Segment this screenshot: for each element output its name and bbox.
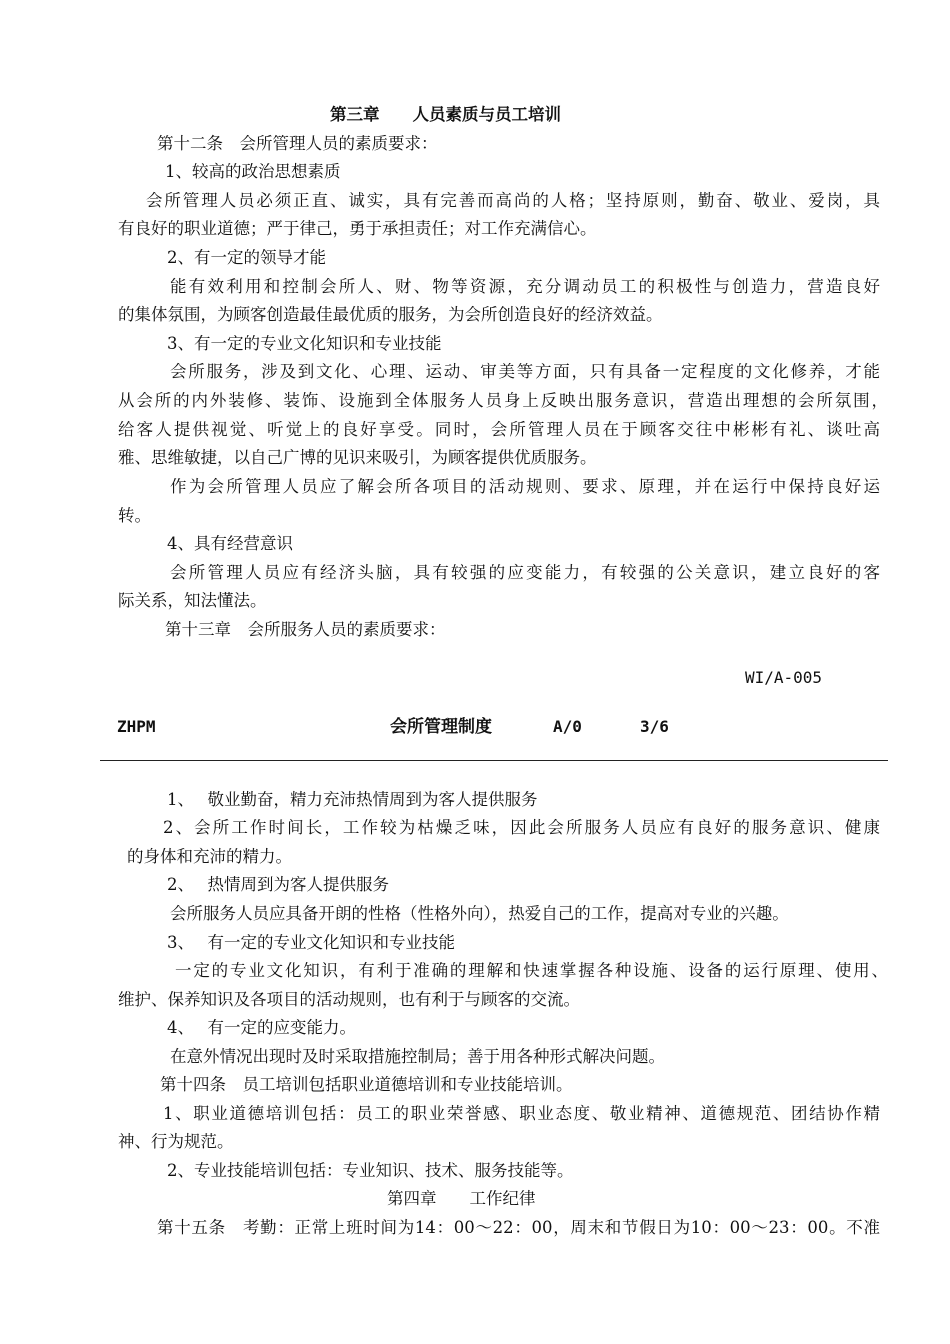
paragraph-line: 2、专业技能培训包括：专业知识、技术、服务技能等。 xyxy=(167,1161,574,1180)
article-13: 第十三章 会所服务人员的素质要求： xyxy=(165,620,446,639)
paragraph-line: 从会所的内外装修、装饰、设施到全体服务人员身上反映出服务意识，营造出理想的会所氛围， xyxy=(118,391,888,410)
version-label: A/0 xyxy=(553,717,582,736)
paragraph-line: 际关系，知法懂法。 xyxy=(118,591,267,610)
paragraph-line: 一定的专业文化知识，有利于准确的理解和快速掌握各种设施、设备的运行原理、使用、 xyxy=(175,961,888,980)
paragraph-line: 会所管理人员必须正直、诚实，具有完善而高尚的人格；坚持原则，勤奋、敬业、爱岗，具 xyxy=(146,191,880,210)
paragraph-line: 雅、思维敏捷，以自己广博的见识来吸引，为顾客提供优质服务。 xyxy=(118,448,597,467)
section-heading: 2、 热情周到为客人提供服务 xyxy=(167,875,389,894)
paragraph-line: 会所服务，涉及到文化、心理、运动、审美等方面，只有具备一定程度的文化修养，才能 xyxy=(170,362,880,381)
paragraph-line: 作为会所管理人员应了解会所各项目的活动规则、要求、原理，并在运行中保持良好运 xyxy=(170,477,880,496)
document-title: 会所管理制度 xyxy=(390,717,492,737)
paragraph-line: 转。 xyxy=(118,506,151,525)
paragraph-line: 能有效利用和控制会所人、财、物等资源，充分调动员工的积极性与创造力，营造良好 xyxy=(170,277,880,296)
page-number: 3/6 xyxy=(640,717,669,736)
paragraph-line: 在意外情况出现时及时采取措施控制局；善于用各种形式解决问题。 xyxy=(170,1047,665,1066)
paragraph-line: 神、行为规范。 xyxy=(118,1132,234,1151)
paragraph-line: 有良好的职业道德；严于律己，勇于承担责任；对工作充满信心。 xyxy=(118,219,597,238)
section-heading: 3、 有一定的专业文化知识和专业技能 xyxy=(167,933,455,952)
paragraph-line: 的集体氛围，为顾客创造最佳最优质的服务，为会所创造良好的经济效益。 xyxy=(118,305,663,324)
paragraph-line: 会所管理人员应有经济头脑，具有较强的应变能力，有较强的公关意识，建立良好的客 xyxy=(170,563,880,582)
company-code: ZHPM xyxy=(117,717,156,736)
chapter-title: 第四章 工作纪律 xyxy=(387,1189,536,1208)
paragraph-line: 会所服务人员应具备开朗的性格（性格外向），热爱自己的工作，提高对专业的兴趣。 xyxy=(170,904,789,923)
chapter-title: 第三章 人员素质与员工培训 xyxy=(330,105,561,124)
article-14: 第十四条 员工培训包括职业道德培训和专业技能培训。 xyxy=(160,1075,573,1094)
section-heading: 1、 敬业勤奋，精力充沛热情周到为客人提供服务 xyxy=(167,790,538,809)
paragraph-line: 的身体和充沛的精力。 xyxy=(127,847,292,866)
paragraph-line: 维护、保养知识及各项目的活动规则，也有利于与顾客的交流。 xyxy=(118,990,580,1009)
paragraph-line: 给客人提供视觉、听觉上的良好享受。同时，会所管理人员在于顾客交往中彬彬有礼、谈吐高 xyxy=(118,420,880,439)
section-heading: 1、较高的政治思想素质 xyxy=(165,162,341,181)
header-rule xyxy=(100,760,888,761)
document-code: WI/A-005 xyxy=(745,668,823,687)
section-heading: 3、有一定的专业文化知识和专业技能 xyxy=(167,334,442,353)
paragraph-line: 1、职业道德培训包括：员工的职业荣誉感、职业态度、敬业精神、道德规范、团结协作精 xyxy=(163,1104,880,1123)
article-15: 第十五条 考勤：正常上班时间为14：00～22：00，周末和节假日为10：00～23：00。不准 xyxy=(157,1218,880,1237)
section-heading: 4、 有一定的应变能力。 xyxy=(167,1018,356,1037)
section-heading: 4、具有经营意识 xyxy=(167,534,293,553)
paragraph-line: 2、会所工作时间长，工作较为枯燥乏味，因此会所服务人员应有良好的服务意识、健康 xyxy=(163,818,880,837)
article-12: 第十二条 会所管理人员的素质要求： xyxy=(157,134,438,153)
section-heading: 2、有一定的领导才能 xyxy=(167,248,326,267)
